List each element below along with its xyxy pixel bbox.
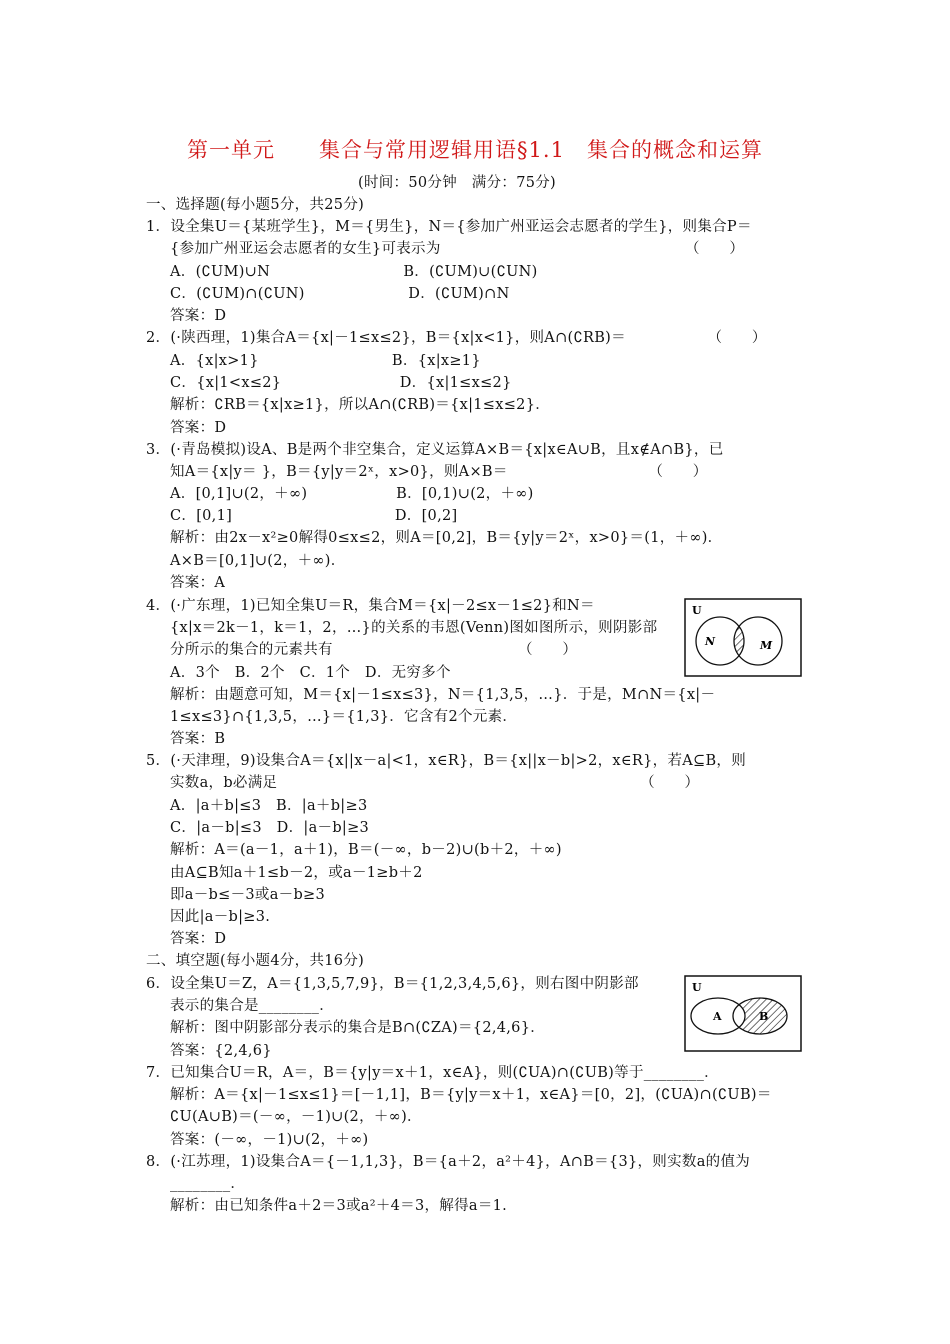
page-title: 第一单元 集合与常用逻辑用语§1.1 集合的概念和运算 bbox=[187, 138, 763, 162]
q1-options-cd: C．(∁UM)∩(∁UN) D．(∁UM)∩N bbox=[170, 286, 510, 302]
q7-stem: 7．已知集合U＝R，A＝，B＝{y|y＝x＋1，x∈A}，则(∁UA)∩(∁UB)等于________． bbox=[146, 1065, 719, 1081]
q6-stem: 6．设全集U＝Z，A＝{1,3,5,7,9}，B＝{1,2,3,4,5,6}，则右图中阴影部 bbox=[146, 976, 639, 992]
q7-solution: 解析：A＝{x|－1≤x≤1}＝[－1,1]，B＝{y|y＝x＋1，x∈A}＝[0，2]，(∁UA)∩(∁UB)＝ bbox=[170, 1087, 772, 1103]
venn1-right-label: M bbox=[760, 639, 773, 652]
q3-solution-cont: A×B＝[0,1]∪(2，＋∞)． bbox=[170, 553, 346, 569]
q8-solution: 解析：由已知条件a＋2＝3或a²＋4＝3，解得a＝1. bbox=[170, 1198, 508, 1214]
q7-solution-cont: ∁U(A∪B)＝(－∞，－1)∪(2，＋∞)． bbox=[170, 1109, 422, 1125]
q4-stem-cont: {x|x＝2k－1，k＝1，2，…}的关系的韦恩(Venn)图如图所示，则阴影部 bbox=[170, 620, 658, 636]
q7-answer: 答案：(－∞，－1)∪(2，＋∞) bbox=[170, 1132, 369, 1148]
venn1-left-label: N bbox=[705, 635, 716, 648]
q5-solution-4: 因此|a－b|≥3. bbox=[170, 909, 271, 925]
venn-diagram-q6 bbox=[684, 975, 802, 1053]
q3-options-ab: A．[0,1]∪(2，＋∞) B．[0,1)∪(2，＋∞) bbox=[170, 486, 534, 502]
q1-stem: 1．设全集U＝{某班学生}，M＝{男生}，N＝{参加广州亚运会志愿者的学生}，则集合P＝ bbox=[146, 219, 752, 235]
q3-solution: 解析：由2x－x²≥0解得0≤x≤2，则A＝[0,2]，B＝{y|y＝2ˣ，x>0}＝(1，＋∞)． bbox=[170, 530, 723, 546]
venn2-u-label: U bbox=[692, 981, 702, 994]
q2-answer: 答案：D bbox=[170, 420, 227, 436]
q5-answer: 答案：D bbox=[170, 931, 227, 947]
q5-solution-2: 由A⊆B知a＋1≤b－2，或a－1≥b＋2 bbox=[170, 865, 423, 881]
q4-options: A．3个 B．2个 C．1个 D．无穷多个 bbox=[170, 665, 451, 681]
q5-stem: 5．(·天津理，9)设集合A＝{x||x－a|<1，x∈R}，B＝{x||x－b|>2，x∈R}，若A⊆B，则 bbox=[146, 753, 747, 769]
q5-solution: 解析：A＝(a－1，a＋1)，B＝(－∞，b－2)∪(b＋2，＋∞) bbox=[170, 842, 562, 858]
q6-solution: 解析：图中阴影部分表示的集合是B∩(∁ZA)＝{2,4,6}． bbox=[170, 1020, 546, 1036]
q8-stem: 8．(·江苏理，1)设集合A＝{－1,1,3}，B＝{a＋2，a²＋4}，A∩B＝{3}，则实数a的值为 bbox=[146, 1154, 751, 1170]
q2-options-ab: A．{x|x>1} B．{x|x≥1} bbox=[170, 353, 481, 369]
q5-options-cd: C．|a－b|≤3 D．|a－b|≥3 bbox=[170, 820, 370, 836]
q2-options-cd: C．{x|1<x≤2} D．{x|1≤x≤2} bbox=[170, 375, 512, 391]
section-heading-fill: 二、填空题(每小题4分，共16分) bbox=[146, 953, 365, 969]
q8-blank: ________． bbox=[170, 1176, 246, 1192]
q4-stem: 4．(·广东理，1)已知全集U＝R，集合M＝{x|－2≤x－1≤2}和N＝ bbox=[146, 598, 595, 614]
q1-stem-cont: {参加广州亚运会志愿者的女生}可表示为 （ ） bbox=[170, 241, 745, 257]
subtitle: (时间：50分钟 满分：75分) bbox=[358, 175, 557, 191]
q3-stem: 3．(·青岛模拟)设A、B是两个非空集合，定义运算A×B＝{x|x∈A∪B，且x∉A∩B}，已 bbox=[146, 442, 724, 458]
section-heading-choice: 一、选择题(每小题5分，共25分) bbox=[146, 197, 365, 213]
q5-solution-3: 即a－b≤－3或a－b≥3 bbox=[170, 887, 326, 903]
q5-stem-cont: 实数a，b必满足 （ ） bbox=[170, 775, 700, 791]
q4-solution-cont: 1≤x≤3}∩{1,3,5，…}＝{1,3}．它含有2个元素． bbox=[170, 709, 518, 725]
q3-answer: 答案：A bbox=[170, 575, 226, 591]
venn2-right-label: B bbox=[759, 1010, 769, 1023]
q3-stem-cont: 知A＝{x|y＝ }，B＝{y|y＝2ˣ，x>0}，则A×B＝ （ ） bbox=[170, 464, 708, 480]
q6-answer: 答案：{2,4,6} bbox=[170, 1043, 272, 1059]
q6-stem-cont: 表示的集合是________． bbox=[170, 998, 334, 1014]
q4-solution: 解析：由题意可知，M＝{x|－1≤x≤3}，N＝{1,3,5，…}．于是，M∩N＝{x|－ bbox=[170, 687, 716, 703]
q2-solution: 解析：∁RB＝{x|x≥1}，所以A∩(∁RB)＝{x|1≤x≤2}． bbox=[170, 397, 551, 413]
venn1-u-label: U bbox=[692, 604, 702, 617]
q1-answer: 答案：D bbox=[170, 308, 227, 324]
q5-options-ab: A．|a＋b|≤3 B．|a＋b|≥3 bbox=[170, 798, 368, 814]
venn2-left-label: A bbox=[713, 1010, 722, 1023]
q3-options-cd: C．[0,1] D．[0,2] bbox=[170, 508, 458, 524]
q2-stem: 2．(·陕西理，1)集合A＝{x|－1≤x≤2}，B＝{x|x<1}，则A∩(∁RB)＝ （ ） bbox=[146, 330, 767, 346]
q4-answer: 答案：B bbox=[170, 731, 226, 747]
q4-stem-cont2: 分所示的集合的元素共有 （ ） bbox=[170, 642, 578, 658]
q1-options-ab: A．(∁UM)∪N B．(∁UM)∪(∁UN) bbox=[170, 264, 538, 280]
venn-diagram-q4 bbox=[684, 598, 802, 678]
